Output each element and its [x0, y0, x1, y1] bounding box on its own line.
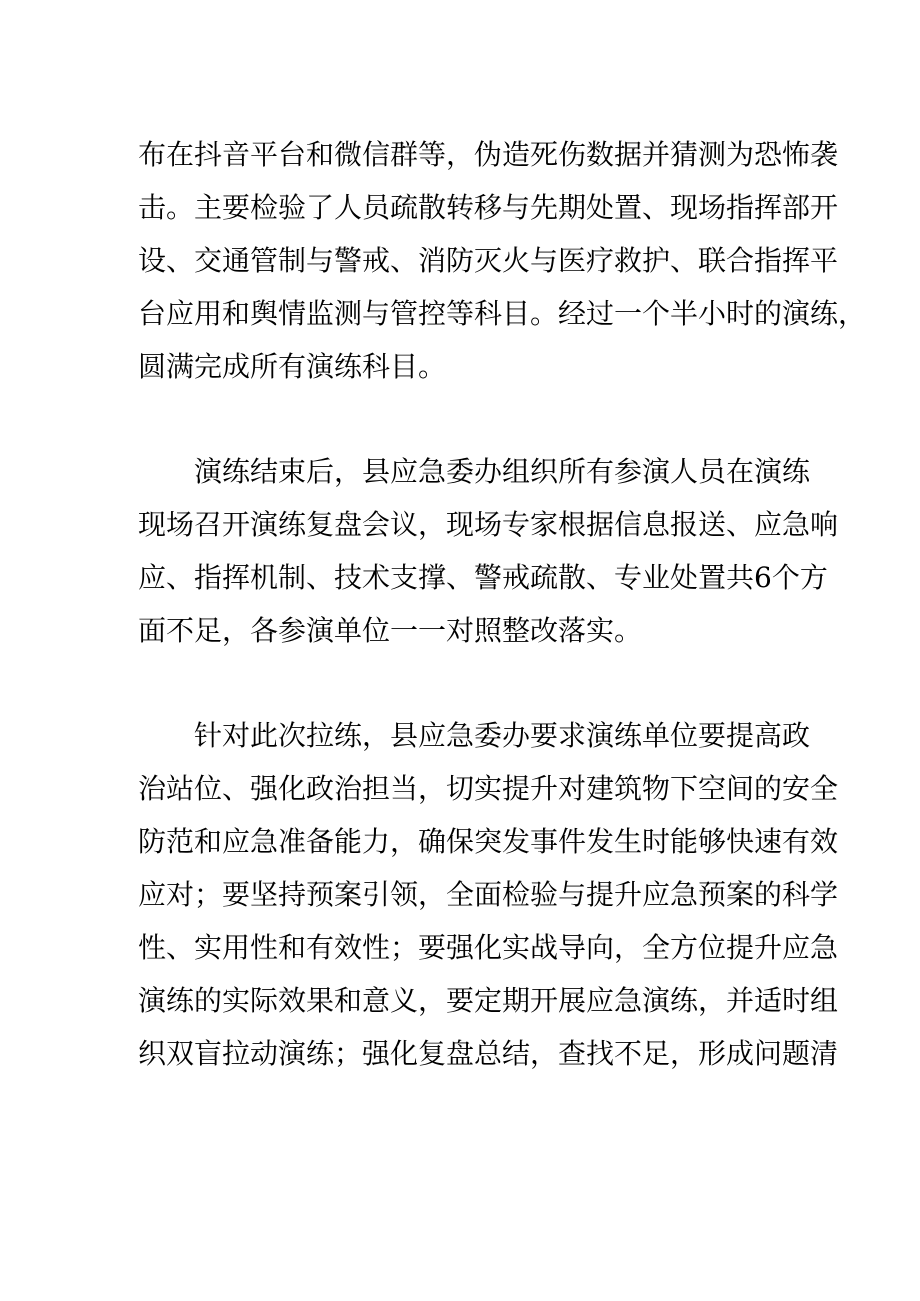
text-line: 针对此次拉练，县应急委办要求演练单位要提高政 — [138, 719, 811, 752]
paragraph-spacer — [138, 393, 794, 445]
document-body — [138, 128, 867, 1080]
text-line: 治站位、强化政治担当，切实提升对建筑物下空间的安全 — [138, 772, 839, 805]
text-line: 织双盲拉动演练；强化复盘总结，查找不足，形成问题清 — [138, 1037, 839, 1070]
text-line: 面不足，各参演单位一一对照整改落实。 — [138, 614, 643, 647]
paragraph-spacer — [138, 657, 794, 709]
text-line: 防范和应急准备能力，确保突发事件发生时能够快速有效 — [138, 825, 839, 858]
text-line: 设、交通管制与警戒、消防灭火与医疗救护、联合指挥平 — [138, 244, 839, 277]
text-line: 演练结束后，县应急委办组织所有参演人员在演练 — [138, 455, 811, 488]
text-line: 应对；要坚持预案引领，全面检验与提升应急预案的科学 — [138, 878, 839, 911]
text-line: 圆满完成所有演练科目。 — [138, 350, 447, 383]
text-line: 台应用和舆情监测与管控等科目。经过一个半小时的演练， — [138, 297, 867, 330]
text-line: 击。主要检验了人员疏散转移与先期处置、现场指挥部开 — [138, 191, 839, 224]
text-line: 应、指挥机制、技术支撑、警戒疏散、专业处置共6个方 — [138, 561, 828, 594]
paragraph-3 — [138, 709, 839, 1080]
paragraph-2 — [138, 445, 839, 657]
text-line: 现场召开演练复盘会议，现场专家根据信息报送、应急响 — [138, 508, 839, 541]
text-line: 性、实用性和有效性；要强化实战导向，全方位提升应急 — [138, 931, 839, 964]
text-line: 布在抖音平台和微信群等，伪造死伤数据并猜测为恐怖袭 — [138, 138, 839, 171]
paragraph-1 — [138, 128, 867, 393]
text-line: 演练的实际效果和意义，要定期开展应急演练，并适时组 — [138, 984, 839, 1017]
